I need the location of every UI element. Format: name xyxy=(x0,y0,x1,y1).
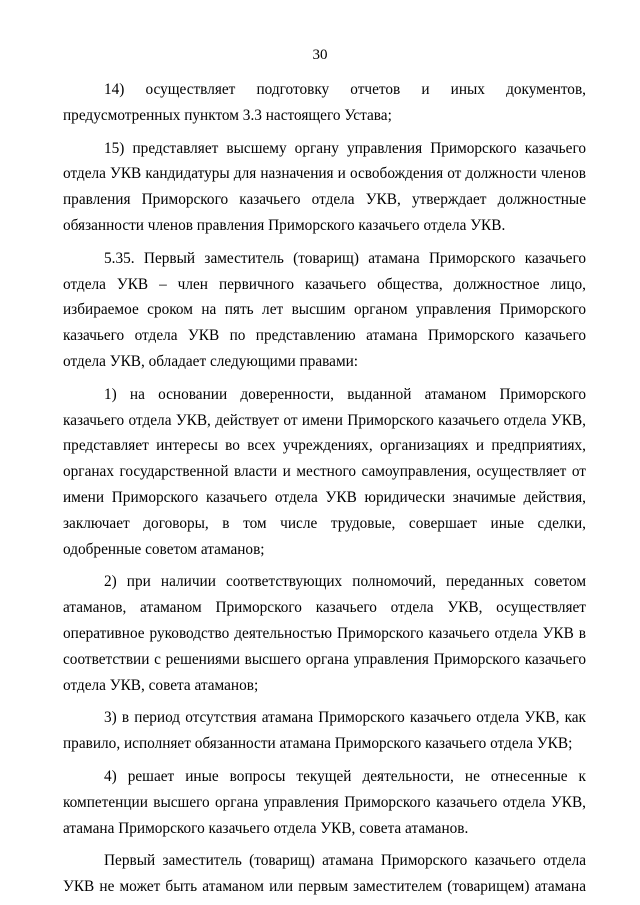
page-number: 30 xyxy=(312,47,328,63)
paragraph-right-4: 4) решает иные вопросы текущей деятельности, не отнесенные к компетенции высшего органа управления Приморского казачьего отдела УКВ, атамана Приморского казачьего отдела УКВ, совета атаманов. xyxy=(63,767,586,837)
paragraph-item-14: 14) осуществляет подготовку отчетов и иных документов, предусмотренных пунктом 3.3 настоящего Устава; xyxy=(63,81,586,124)
paragraph-clause-5-35: 5.35. Первый заместитель (товарищ) атамана Приморского казачьего отдела УКВ – член первичного казачьего общества, должностное лицо, избираемое сроком на пять лет высшим органом управления Приморского казачьего отдела УКВ по представлению атамана Приморского казачьего отдела УКВ, обладает следующими правами: xyxy=(63,249,586,370)
paragraph-right-1: 1) на основании доверенности, выданной атаманом Приморского казачьего отдела УКВ, действует от имени Приморского казачьего отдела УКВ, представляет интересы во всех учреждениях, организациях и предприятиях, органах государственной власти и местного самоуправления, осуществляет от имени Приморского казачьего отдела УКВ юридически значимые действия, заключает договоры, в том числе трудовые, совершает иные сделки, одобренные советом атаманов; xyxy=(63,385,586,558)
paragraph-restriction: Первый заместитель (товарищ) атамана Приморского казачьего отдела УКВ не может быть атаманом или первым заместителем (товарищем) атамана xyxy=(63,852,586,896)
paragraph-right-2: 2) при наличии соответствующих полномочий, переданных советом атаманов, атаманом Приморского казачьего отдела УКВ, осуществляет оперативное руководство деятельностью Приморского казачьего отдела УКВ в соответствии с решениями высшего органа управления Приморского казачьего отдела УКВ, совета атаманов; xyxy=(63,573,586,694)
document-body xyxy=(63,77,586,900)
paragraph-item-15: 15) представляет высшему органу управления Приморского казачьего отдела УКВ кандидатуры для назначения и освобождения от должности членов правления Приморского казачьего отдела УКВ, утверждает должностные обязанности членов правления Приморского казачьего отдела УКВ. xyxy=(63,139,586,234)
paragraph-right-3: 3) в период отсутствия атамана Приморского казачьего отдела УКВ, как правило, исполняет обязанности атамана Приморского казачьего отдела УКВ; xyxy=(63,709,586,753)
